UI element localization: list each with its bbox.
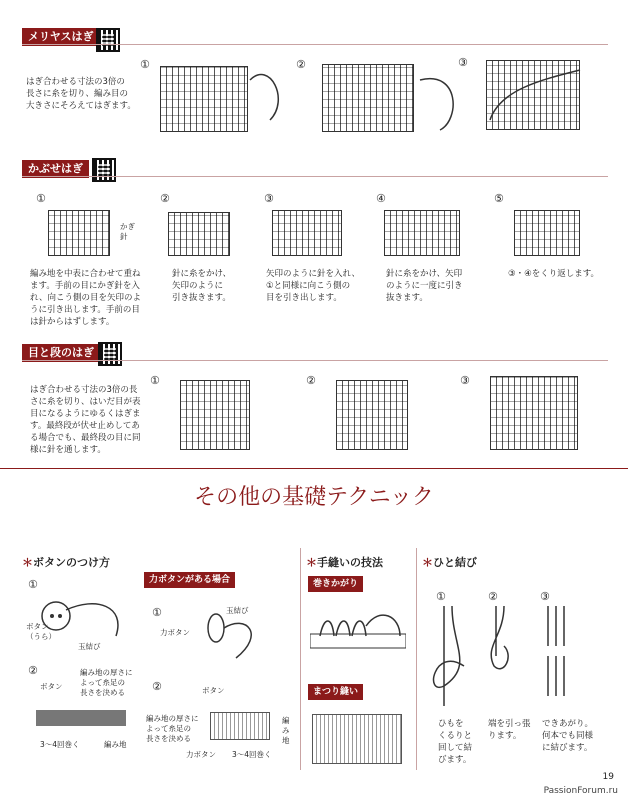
step-number: ⑤ [494,192,504,205]
thread-needle-illustration [160,60,590,140]
knit-swatch-illustration [490,376,578,450]
page-number: 19 [602,772,614,782]
step-number: ① [150,374,160,387]
knit-swatch-illustration [384,210,460,256]
knit-swatch-illustration [272,210,342,256]
step-number: ② [28,664,38,677]
makikagari-pill: 巻きかがり [308,576,363,592]
label-thread-length: 編み地の厚さに よって糸足の 長さを決める [146,714,199,743]
label-button: ボタン [40,682,63,691]
meriyasu-text: はぎ合わせる寸法の3倍の 長さに糸を切り、編み目の 大きさにそろえてはぎます。 [26,77,136,111]
label-tama-musubi: 玉結び [78,642,101,651]
label-fabric: 編み地 [104,740,127,749]
knit-swatch-illustration [336,380,408,450]
qr-code-icon [96,28,120,52]
label-button: ボタン [202,686,225,695]
chikara-button-illustration [196,604,276,664]
star-icon: ＊ [422,556,433,569]
chikara-pill: 力ボタンがある場合 [144,572,235,588]
section-header-kabuse: かぶせはぎ [22,160,89,178]
step-number: ② [160,192,170,205]
needle-label: かぎ針 [120,222,135,241]
button-heading-label: ボタンのつけ方 [33,556,110,569]
step-number: ② [152,680,162,693]
main-title: その他の基礎テクニック [194,485,434,510]
matsuri-pill: まつり縫い [308,684,363,700]
knit-swatch-illustration [180,380,250,450]
knot-illustration [424,606,604,716]
tenui-heading-label: 手縫いの技法 [317,556,383,569]
label-tama-musubi: 玉結び [226,606,249,615]
kabuse-text-2: 針に糸をかけ、 矢印のように 引き抜きます。 [172,269,232,303]
fabric-illustration [36,710,126,726]
label-wrap: 3〜4回巻く [232,750,272,759]
step-number: ④ [376,192,386,205]
me-to-dan-text: はぎ合わせる寸法の3倍の長 さに糸を切り、はいだ目が表 目になるようにゆるくはぎま す。最終段が伏せ止めしてあ る場合でも、最終段の目に同 様に針を通します。 [30,385,141,455]
column-divider [416,548,417,770]
step-number: ② [306,374,316,387]
label-button-back: ボタン （うら） [26,622,56,641]
fabric-illustration [210,712,270,740]
step-number: ① [152,606,162,619]
step-number: ③ [540,590,550,603]
section-header-me-to-dan: 目と段のはぎ [22,344,100,362]
section-rule [22,44,608,45]
matsuri-illustration [312,714,402,764]
kabuse-text-4: 針に糸をかけ、矢印 のように一度に引き 抜きます。 [386,269,463,303]
hitomusubi-text-2: 端を引っ張 ります。 [488,719,531,741]
section-rule [22,360,608,361]
qr-code-icon [92,158,116,182]
makikagari-illustration [310,596,406,660]
step-number: ① [436,590,446,603]
knit-swatch-illustration [48,210,110,256]
section-header-meriyasu: メリヤスはぎ [22,28,100,46]
label-thread-length: 編み地の厚さに よって糸足の 長さを決める [80,668,133,697]
label-chikara-button: 力ボタン [160,628,190,637]
knit-swatch-illustration [514,210,580,256]
label-chikara-button: 力ボタン [186,750,216,759]
kabuse-text-1: 編み地を中表に合わせて重ね ます。手前の目にかぎ針を入 れ、向こう側の目を矢印のよ うに引き出します。手前の目 は針からはずします。 [30,269,142,327]
section-rule [22,176,608,177]
hitomusubi-heading-label: ひと結び [433,556,477,569]
button-heading [22,554,110,570]
step-number: ③ [460,374,470,387]
column-divider [300,548,301,770]
star-icon: ＊ [306,556,317,569]
step-number: ① [140,58,150,71]
qr-code-icon [98,342,122,366]
hitomusubi-text-3: できあがり。 何本でも同様 に結びます。 [542,719,594,753]
kabuse-text-3: 矢印のように針を入れ、 ①と同様に向こう側の 目を引き出します。 [266,269,361,303]
step-number: ③ [264,192,274,205]
main-divider [0,468,628,469]
tenui-heading [306,554,383,570]
step-number: ① [36,192,46,205]
label-fabric: 編み地 [282,716,290,745]
watermark: PassionForum.ru [543,786,618,796]
kabuse-text-5: ③・④をくり返します。 [508,269,600,279]
step-number: ① [28,578,38,591]
knit-swatch-illustration [168,212,230,256]
hitomusubi-heading [422,554,477,570]
hitomusubi-text-1: ひもを くるりと 回して結 びます。 [438,719,473,765]
step-number: ② [296,58,306,71]
step-number: ③ [458,56,468,69]
step-number: ② [488,590,498,603]
star-icon: ＊ [22,556,33,569]
label-wrap: 3〜4回巻く [40,740,80,749]
